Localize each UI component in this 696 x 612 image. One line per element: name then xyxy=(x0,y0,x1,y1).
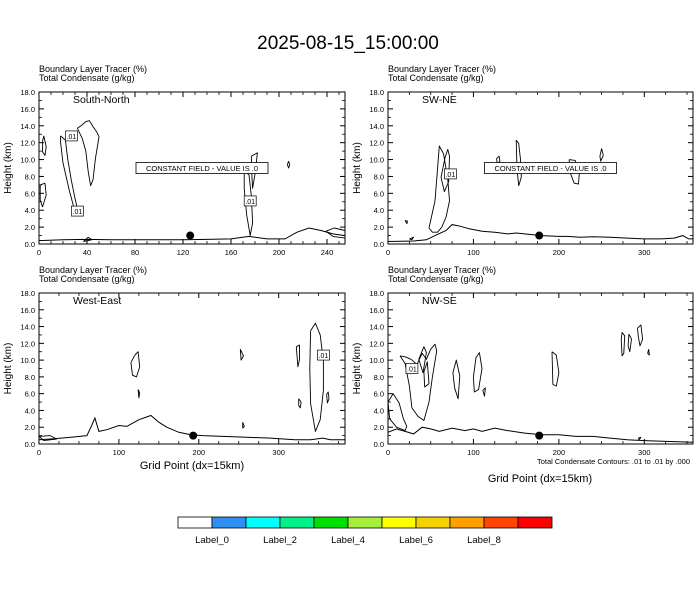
condensate-contour xyxy=(552,352,559,386)
x-tick-label: 40 xyxy=(82,248,92,257)
field-label-condensate: Total Condensate (g/kg) xyxy=(388,274,484,284)
colorbar-label: Label_2 xyxy=(263,535,297,546)
field-label-tracer: Boundary Layer Tracer (%) xyxy=(388,265,497,275)
section-title: SW-NE xyxy=(422,94,457,106)
constant-field-label: CONSTANT FIELD - VALUE IS .0 xyxy=(494,164,607,173)
y-tick-label: 4.0 xyxy=(373,406,384,416)
x-tick-label: 0 xyxy=(385,248,391,257)
panel-nw-se xyxy=(352,265,693,457)
x-tick-label: 200 xyxy=(192,448,206,457)
condensate-contour xyxy=(61,133,80,216)
field-label-condensate: Total Condensate (g/kg) xyxy=(39,274,135,284)
constant-field-label: CONSTANT FIELD - VALUE IS .0 xyxy=(145,164,259,173)
condensate-contour xyxy=(628,334,631,352)
condensate-contour xyxy=(40,183,46,207)
contour-label: .01 xyxy=(245,198,256,206)
x-tick-label: 120 xyxy=(176,248,190,257)
y-tick-label: 8.0 xyxy=(373,172,384,182)
x-tick-label: 0 xyxy=(385,448,391,457)
y-tick-label: 0.0 xyxy=(373,240,384,249)
colorbar-swatch xyxy=(382,517,416,528)
x-axis-title-right: Grid Point (dx=15km) xyxy=(487,473,593,485)
panel-west-east xyxy=(3,265,345,457)
condensate-contour xyxy=(429,146,450,232)
x-tick-label: 300 xyxy=(638,248,651,257)
x-tick-label: 300 xyxy=(272,448,285,457)
condensate-contour xyxy=(131,352,140,377)
y-axis-title: Height (km) xyxy=(352,342,363,395)
colorbar-label: Label_6 xyxy=(399,535,433,546)
x-tick-label: 80 xyxy=(130,248,140,257)
condensate-contour xyxy=(240,349,243,360)
condensate-contour xyxy=(621,332,625,356)
location-marker xyxy=(535,432,543,440)
location-marker xyxy=(186,232,194,240)
x-tick-label: 300 xyxy=(638,448,651,457)
y-tick-label: 12.0 xyxy=(369,138,384,148)
condensate-contour xyxy=(388,394,407,431)
condensate-contour xyxy=(296,345,299,367)
field-label-tracer: Boundary Layer Tracer (%) xyxy=(388,64,497,74)
condensate-contour xyxy=(638,325,643,346)
y-tick-label: 8.0 xyxy=(24,372,35,382)
contour-label: .01 xyxy=(66,133,77,141)
condensate-contour xyxy=(424,362,429,387)
y-tick-label: 0.0 xyxy=(373,440,384,449)
contour-interval-note: Total Condensate Contours: .01 to .01 by .000 xyxy=(536,457,690,466)
y-tick-label: 8.0 xyxy=(373,372,384,382)
y-tick-label: 16.0 xyxy=(369,305,384,315)
contour-label: .01 xyxy=(318,353,329,361)
section-title: NW-SE xyxy=(422,295,457,307)
condensate-contour xyxy=(400,344,437,420)
x-tick-label: 200 xyxy=(552,248,566,257)
colorbar-label: Label_0 xyxy=(195,535,229,546)
y-tick-label: 10.0 xyxy=(20,155,35,165)
field-label-condensate: Total Condensate (g/kg) xyxy=(388,73,484,83)
y-tick-label: 6.0 xyxy=(24,189,35,199)
y-tick-label: 18.0 xyxy=(369,88,384,97)
y-tick-label: 4.0 xyxy=(24,206,35,216)
x-tick-label: 100 xyxy=(112,448,126,457)
section-title: West-East xyxy=(73,295,122,307)
colorbar-swatch xyxy=(212,517,246,528)
panels-group xyxy=(3,64,693,457)
y-tick-label: 6.0 xyxy=(24,389,35,399)
condensate-contour xyxy=(405,220,408,223)
contour-label: .01 xyxy=(445,171,456,179)
x-tick-label: 0 xyxy=(36,248,42,257)
y-tick-label: 2.0 xyxy=(373,223,384,233)
condensate-contour xyxy=(409,237,413,240)
y-tick-label: 18.0 xyxy=(20,88,35,97)
y-tick-label: 2.0 xyxy=(24,223,35,233)
colorbar-swatch xyxy=(484,517,518,528)
condensate-contour xyxy=(483,388,486,396)
condensate-contour xyxy=(43,136,47,155)
y-tick-label: 16.0 xyxy=(20,104,35,114)
x-tick-label: 100 xyxy=(467,248,480,257)
condensate-contour xyxy=(243,422,245,428)
colorbar-swatch xyxy=(314,517,348,528)
y-tick-label: 10.0 xyxy=(369,356,384,366)
x-axis-title-left: Grid Point (dx=15km) xyxy=(139,460,245,472)
figure-title: 2025-08-15_15:00:00 xyxy=(257,33,439,54)
contour-label: .01 xyxy=(72,209,83,217)
colorbar-swatch xyxy=(348,517,382,528)
colorbar-label: Label_8 xyxy=(467,535,501,546)
y-tick-label: 16.0 xyxy=(20,305,35,315)
field-label-tracer: Boundary Layer Tracer (%) xyxy=(39,265,148,275)
colorbar-swatch xyxy=(518,517,552,528)
x-tick-label: 0 xyxy=(36,448,42,457)
y-axis-title: Height (km) xyxy=(3,342,14,395)
condensate-contour xyxy=(327,392,329,403)
y-tick-label: 4.0 xyxy=(24,406,35,416)
y-tick-label: 8.0 xyxy=(24,172,35,182)
y-axis-title: Height (km) xyxy=(3,142,14,194)
contour-label: .01 xyxy=(407,366,417,374)
condensate-contour xyxy=(648,349,650,355)
y-tick-label: 6.0 xyxy=(373,389,384,399)
y-tick-label: 14.0 xyxy=(369,322,384,332)
panel-sw-ne xyxy=(352,64,693,257)
x-tick-label: 100 xyxy=(467,448,480,457)
y-tick-label: 0.0 xyxy=(24,240,35,249)
colorbar-swatch xyxy=(246,517,280,528)
colorbar-label: Label_4 xyxy=(331,535,365,546)
y-tick-label: 0.0 xyxy=(24,440,35,449)
y-tick-label: 12.0 xyxy=(369,339,384,349)
field-label-condensate: Total Condensate (g/kg) xyxy=(39,73,135,83)
colorbar xyxy=(178,517,552,546)
condensate-contour xyxy=(473,353,482,392)
y-tick-label: 14.0 xyxy=(369,121,384,131)
condensate-contour xyxy=(600,149,603,162)
y-tick-label: 2.0 xyxy=(373,423,384,433)
y-tick-label: 12.0 xyxy=(20,138,35,148)
section-title: South-North xyxy=(73,94,130,106)
panel-south-north xyxy=(3,64,345,257)
y-tick-label: 18.0 xyxy=(20,289,35,298)
plot-frame xyxy=(39,293,345,444)
condensate-contour xyxy=(326,228,345,238)
colorbar-swatch xyxy=(178,517,212,528)
y-tick-label: 14.0 xyxy=(20,322,35,332)
y-tick-label: 10.0 xyxy=(20,356,35,366)
x-tick-label: 240 xyxy=(320,248,334,257)
condensate-contour xyxy=(77,121,99,186)
condensate-contour xyxy=(310,323,324,431)
x-tick-label: 200 xyxy=(272,248,286,257)
condensate-contour xyxy=(453,360,460,399)
y-tick-label: 12.0 xyxy=(20,339,35,349)
condensate-contour xyxy=(299,399,301,408)
colorbar-swatch xyxy=(416,517,450,528)
condensate-contour xyxy=(138,390,140,398)
colorbar-swatch xyxy=(280,517,314,528)
field-label-tracer: Boundary Layer Tracer (%) xyxy=(39,64,148,74)
location-marker xyxy=(189,432,197,440)
colorbar-swatch xyxy=(450,517,484,528)
y-axis-title: Height (km) xyxy=(352,142,363,194)
y-tick-label: 4.0 xyxy=(373,206,384,216)
condensate-contour xyxy=(638,437,641,440)
y-tick-label: 14.0 xyxy=(20,121,35,131)
y-tick-label: 2.0 xyxy=(24,423,35,433)
x-tick-label: 200 xyxy=(552,448,566,457)
y-tick-label: 10.0 xyxy=(369,155,384,165)
y-tick-label: 18.0 xyxy=(369,289,384,298)
y-tick-label: 6.0 xyxy=(373,189,384,199)
y-tick-label: 16.0 xyxy=(369,104,384,114)
location-marker xyxy=(535,232,543,240)
condensate-contour xyxy=(287,161,289,168)
x-tick-label: 160 xyxy=(224,248,238,257)
